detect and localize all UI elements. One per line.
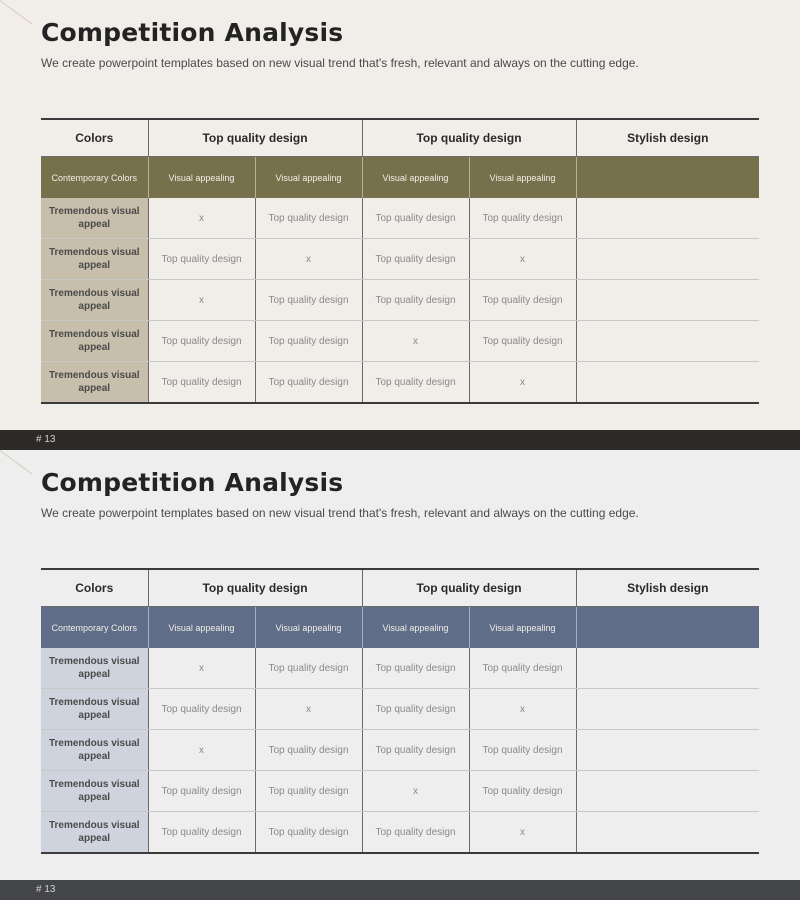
table-row: [41, 689, 759, 730]
table-cell: Top quality design: [362, 362, 469, 404]
table-cell: Top quality design: [362, 198, 469, 239]
slide-title: Competition Analysis: [41, 468, 344, 497]
slide-subtitle: We create powerpoint templates based on new visual trend that's fresh, relevant and always on the cutting edge.: [41, 56, 639, 70]
row-label: Tremendous visual appeal: [41, 280, 148, 321]
subheader-cell: [576, 607, 759, 649]
header-cell: Colors: [41, 569, 148, 607]
table-cell: Top quality design: [148, 362, 255, 404]
table-cell: Top quality design: [255, 730, 362, 771]
subheader-cell: [576, 157, 759, 199]
row-label: Tremendous visual appeal: [41, 198, 148, 239]
header-row: [41, 569, 759, 607]
table-cell: x: [469, 812, 576, 854]
table-cell: Top quality design: [362, 689, 469, 730]
subheader-cell: Visual appealing: [255, 607, 362, 649]
subheader-row: [41, 607, 759, 649]
table-cell: Top quality design: [148, 689, 255, 730]
table-row: [41, 362, 759, 404]
subheader-cell: Contemporary Colors: [41, 607, 148, 649]
table-cell: Top quality design: [255, 648, 362, 689]
table-cell: Top quality design: [255, 198, 362, 239]
table-cell: [576, 362, 759, 404]
table-cell: [576, 812, 759, 854]
table-cell: x: [469, 689, 576, 730]
table-cell: x: [148, 648, 255, 689]
header-row: [41, 119, 759, 157]
table-cell: [576, 689, 759, 730]
subheader-cell: Visual appealing: [362, 157, 469, 199]
table-row: [41, 321, 759, 362]
row-label: Tremendous visual appeal: [41, 362, 148, 404]
table-cell: [576, 239, 759, 280]
footer-bar: [0, 880, 800, 900]
table-row: [41, 812, 759, 854]
table-cell: x: [362, 771, 469, 812]
slide-subtitle: We create powerpoint templates based on new visual trend that's fresh, relevant and always on the cutting edge.: [41, 506, 639, 520]
page-number: # 13: [36, 434, 56, 445]
table-cell: Top quality design: [469, 321, 576, 362]
subheader-cell: Visual appealing: [469, 157, 576, 199]
table-row: [41, 198, 759, 239]
table-cell: Top quality design: [148, 812, 255, 854]
table-cell: x: [362, 321, 469, 362]
row-label: Tremendous visual appeal: [41, 730, 148, 771]
subheader-cell: Visual appealing: [255, 157, 362, 199]
table-cell: [576, 771, 759, 812]
table-cell: Top quality design: [469, 280, 576, 321]
page-number: # 13: [36, 884, 56, 895]
subheader-cell: Visual appealing: [148, 157, 255, 199]
table-cell: x: [255, 689, 362, 730]
table-cell: Top quality design: [362, 648, 469, 689]
table-cell: Top quality design: [255, 362, 362, 404]
table-row: [41, 771, 759, 812]
corner-decoration: [0, 450, 32, 474]
table-cell: Top quality design: [469, 648, 576, 689]
table-row: [41, 280, 759, 321]
table-cell: x: [148, 280, 255, 321]
row-label: Tremendous visual appeal: [41, 648, 148, 689]
header-cell: Stylish design: [576, 569, 759, 607]
header-cell: Top quality design: [148, 119, 362, 157]
row-label: Tremendous visual appeal: [41, 321, 148, 362]
header-cell: Stylish design: [576, 119, 759, 157]
table-row: [41, 730, 759, 771]
table-cell: x: [469, 362, 576, 404]
table-cell: [576, 321, 759, 362]
table-cell: [576, 730, 759, 771]
subheader-cell: Visual appealing: [148, 607, 255, 649]
table-cell: Top quality design: [469, 198, 576, 239]
competition-table: [41, 118, 759, 404]
table-row: [41, 648, 759, 689]
row-label: Tremendous visual appeal: [41, 812, 148, 854]
table-cell: Top quality design: [148, 321, 255, 362]
header-cell: Top quality design: [148, 569, 362, 607]
table-cell: Top quality design: [255, 771, 362, 812]
table-cell: Top quality design: [362, 239, 469, 280]
competition-table: [41, 568, 759, 854]
slide-2: [0, 450, 800, 900]
subheader-cell: Visual appealing: [362, 607, 469, 649]
table-cell: Top quality design: [362, 730, 469, 771]
table-cell: [576, 648, 759, 689]
table-cell: Top quality design: [469, 771, 576, 812]
table-cell: x: [469, 239, 576, 280]
row-label: Tremendous visual appeal: [41, 239, 148, 280]
table-cell: Top quality design: [148, 239, 255, 280]
subheader-cell: Contemporary Colors: [41, 157, 148, 199]
corner-decoration: [0, 0, 32, 24]
subheader-cell: Visual appealing: [469, 607, 576, 649]
slide-title: Competition Analysis: [41, 18, 344, 47]
header-cell: Top quality design: [362, 569, 576, 607]
table-cell: Top quality design: [362, 812, 469, 854]
table-row: [41, 239, 759, 280]
row-label: Tremendous visual appeal: [41, 689, 148, 730]
header-cell: Colors: [41, 119, 148, 157]
table-cell: Top quality design: [255, 812, 362, 854]
table-cell: [576, 280, 759, 321]
table-cell: Top quality design: [362, 280, 469, 321]
table-cell: Top quality design: [255, 321, 362, 362]
table-cell: Top quality design: [148, 771, 255, 812]
table-cell: x: [148, 198, 255, 239]
table-cell: x: [148, 730, 255, 771]
row-label: Tremendous visual appeal: [41, 771, 148, 812]
table-cell: Top quality design: [469, 730, 576, 771]
table-cell: Top quality design: [255, 280, 362, 321]
table-cell: [576, 198, 759, 239]
table-cell: x: [255, 239, 362, 280]
footer-bar: [0, 430, 800, 450]
subheader-row: [41, 157, 759, 199]
header-cell: Top quality design: [362, 119, 576, 157]
